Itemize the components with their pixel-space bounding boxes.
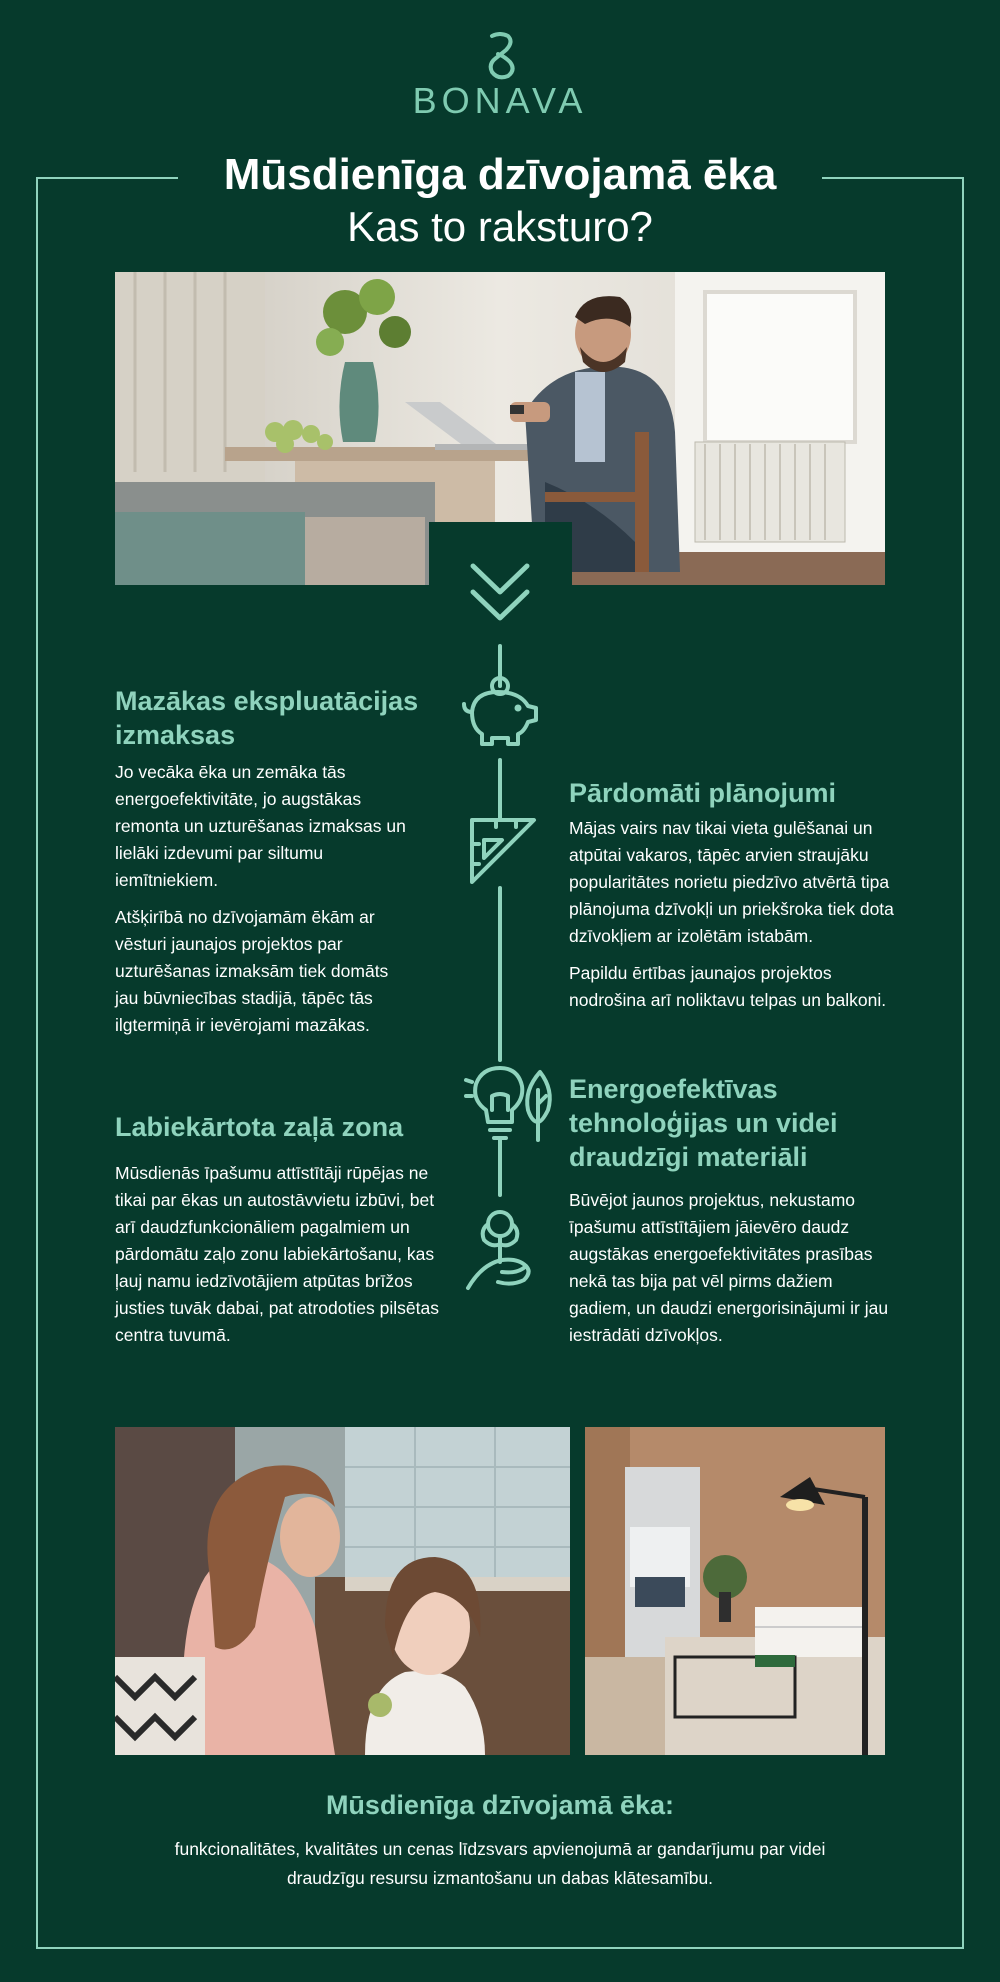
set-square-icon xyxy=(466,814,540,888)
piggy-bank-icon xyxy=(458,672,542,748)
family-photo xyxy=(115,1427,570,1755)
chevron-down-icon xyxy=(467,558,533,628)
green-paragraph-1: Mūsdienās īpašumu attīstītāji rūpējas ne tikai par ēkas un autostāvvietu izbūvi, bet arī daudzfunkcionāliem pagalmiem un pārdomātu zaļo zonu labiekārtošanu, kas ļauj namu iedzīvotājiem atpūtas brīžos justies tuvāk dabai, pat atrodoties pilsētas centra tuvumā. xyxy=(115,1163,439,1345)
layouts-title: Pārdomāti plānojumi xyxy=(569,778,837,808)
energy-text xyxy=(569,1187,899,1359)
frame-left xyxy=(36,177,38,1949)
green-title: Labiekārtota zaļā zona xyxy=(115,1112,404,1142)
layouts-paragraph-1: Mājas vairs nav tikai vieta gulēšanai un atpūtai vakaros, tāpēc arvien straujāku popularitātes norietu piedzīvo atvērtā tipa plānojuma dzīvokļi un priekšroka tiek dota dzīvokļiem ar izolētām istabām. xyxy=(569,818,894,946)
costs-paragraph-1: Jo vecāka ēka un zemāka tās energoefektivitāte, jo augstākas remonta un uzturēšanas izmaksas un lielāki izdevumi par siltumu iemītniekiem. xyxy=(115,762,406,890)
bulb-tree-icon xyxy=(462,1060,558,1144)
energy-paragraph-1: Būvējot jaunos projektus, nekustamo īpašumu attīstītājiem jāievēro daudz augstākas energoefektivitātes prasības nekā tas bija pat vēl pirms dažiem gadiem, un daudzi energorisinājumi ir jau iestrādāti dzīvokļos. xyxy=(569,1190,889,1345)
bonava-logo-icon xyxy=(470,32,530,82)
footer-title: Mūsdienīga dzīvojamā ēka: xyxy=(325,1790,675,1820)
energy-title: Energoefektīvas tehnoloģijas un videi draudzīgi materiāli xyxy=(569,1074,838,1172)
costs-text xyxy=(115,759,415,1049)
layouts-paragraph-2: Papildu ērtības jaunajos projektos nodrošina arī noliktavu telpas un balkoni. xyxy=(569,963,887,1010)
footer-text: funkcionalitātes, kvalitātes un cenas līdzsvars apvienojumā ar gandarījumu par videi draudzīgu resursu izmantošanu un dabas klātesamību. xyxy=(174,1839,826,1888)
layouts-text xyxy=(569,815,909,1024)
page-title: Mūsdienīga dzīvojamā ēka xyxy=(223,150,777,199)
frame-right xyxy=(962,177,964,1949)
interior-photo xyxy=(585,1427,885,1755)
frame-bottom xyxy=(36,1947,964,1949)
costs-title: Mazākas ekspluatācijas izmaksas xyxy=(115,686,419,750)
green-text xyxy=(115,1160,450,1359)
page-subtitle: Kas to raksturo? xyxy=(347,203,653,250)
costs-paragraph-2: Atšķirībā no dzīvojamām ēkām ar vēsturi jaunajos projektos par uzturēšanas izmaksām tiek domāts jau būvniecības stadijā, tāpēc tās ilgtermiņā ir ievērojami mazākas. xyxy=(115,907,389,1035)
hero-photo xyxy=(115,272,885,585)
hand-plant-icon xyxy=(462,1200,538,1292)
brand-name: BONAVA xyxy=(412,80,588,121)
